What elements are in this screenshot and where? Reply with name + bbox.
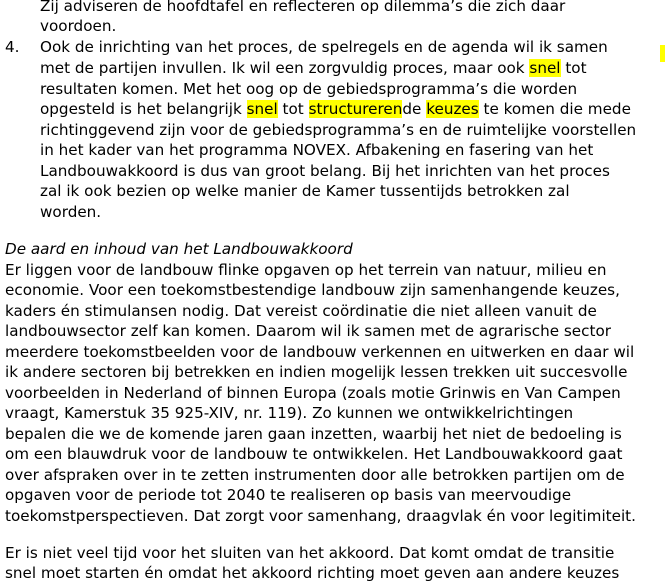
- text-line: worden.: [40, 203, 102, 221]
- highlighted-word: snel: [529, 59, 561, 77]
- text-line: Landbouwakkoord is dus van groot belang. Bij het inrichten van het proces: [40, 162, 610, 180]
- text-line: voorbeelden in Nederland of binnen Europa (zoals motie Grinwis en Van Campen: [5, 384, 621, 402]
- text-line: landbouwsector zelf kan komen. Daarom wil ik samen met de agrarische sector: [5, 322, 611, 340]
- text-line: Er is niet veel tijd voor het sluiten van het akkoord. Dat komt omdat de transitie: [5, 544, 615, 562]
- text-line: Ook de inrichting van het proces, de spelregels en de agenda wil ik samen: [40, 38, 608, 56]
- text-line: opgesteld is het belangrijk snel tot structurerende keuzes te komen die mede: [40, 100, 631, 118]
- text-line: meerdere toekomstbeelden voor de landbouw verkennen en uitwerken en daar wil: [5, 343, 635, 361]
- text-line: met de partijen invullen. Ik wil een zorgvuldig proces, maar ook snel tot: [40, 59, 587, 77]
- text-line: zal ik ook bezien op welke manier de Kamer tussentijds betrokken zal: [40, 182, 570, 200]
- highlighted-word: keuzes: [426, 100, 479, 118]
- highlighted-word: structureren: [308, 100, 403, 118]
- text-line: voordoen.: [40, 17, 117, 35]
- text-line: snel moet starten én omdat het akkoord richting moet geven aan andere keuzes: [5, 564, 620, 582]
- text-line: bepalen die we de komende jaren gaan inzetten, waarbij het niet de bedoeling is: [5, 425, 622, 443]
- text-line: Zij adviseren de hoofdtafel en reflecteren op dilemma’s die zich daar: [40, 0, 566, 15]
- text-line: richtinggevend zijn voor de gebiedsprogramma’s en de ruimtelijke voorstellen: [40, 121, 637, 139]
- highlighted-word: snel: [246, 100, 278, 118]
- text-line: toekomstperspectieven. Dat zorgt voor samenhang, draagvlak én voor legitimiteit.: [5, 507, 636, 525]
- text-line: om een blauwdruk voor de landbouw te ontwikkelen. Het Landbouwakkoord gaat: [5, 445, 623, 463]
- margin-highlight-mark: [660, 45, 665, 62]
- text-line: kaders én stimulansen nodig. Dat vereist coördinatie die niet alleen vanuit de: [5, 302, 597, 320]
- text-line: resultaten komen. Met het oog op de gebiedsprogramma’s die worden: [40, 80, 578, 98]
- text-line: ik andere sectoren bij betrekken en indien mogelijk lessen trekken uit succesvolle: [5, 363, 628, 381]
- text-line: in het kader van het programma NOVEX. Afbakening en fasering van het: [40, 141, 594, 159]
- text-line: economie. Voor een toekomstbestendige landbouw zijn samenhangende keuzes,: [5, 281, 620, 299]
- section-heading: De aard en inhoud van het Landbouwakkoord: [5, 240, 353, 258]
- text-line: vraagt, Kamerstuk 35 925-XIV, nr. 119). Zo kunnen we ontwikkelrichtingen: [5, 404, 574, 422]
- text-line: Er liggen voor de landbouw flinke opgaven op het terrein van natuur, milieu en: [5, 261, 607, 279]
- text-line: opgaven voor de periode tot 2040 te realiseren op basis van meervoudige: [5, 486, 572, 504]
- text-line: over afspraken over in te zetten instrumenten door alle betrokken partijen om de: [5, 466, 625, 484]
- list-number: 4.: [5, 38, 20, 56]
